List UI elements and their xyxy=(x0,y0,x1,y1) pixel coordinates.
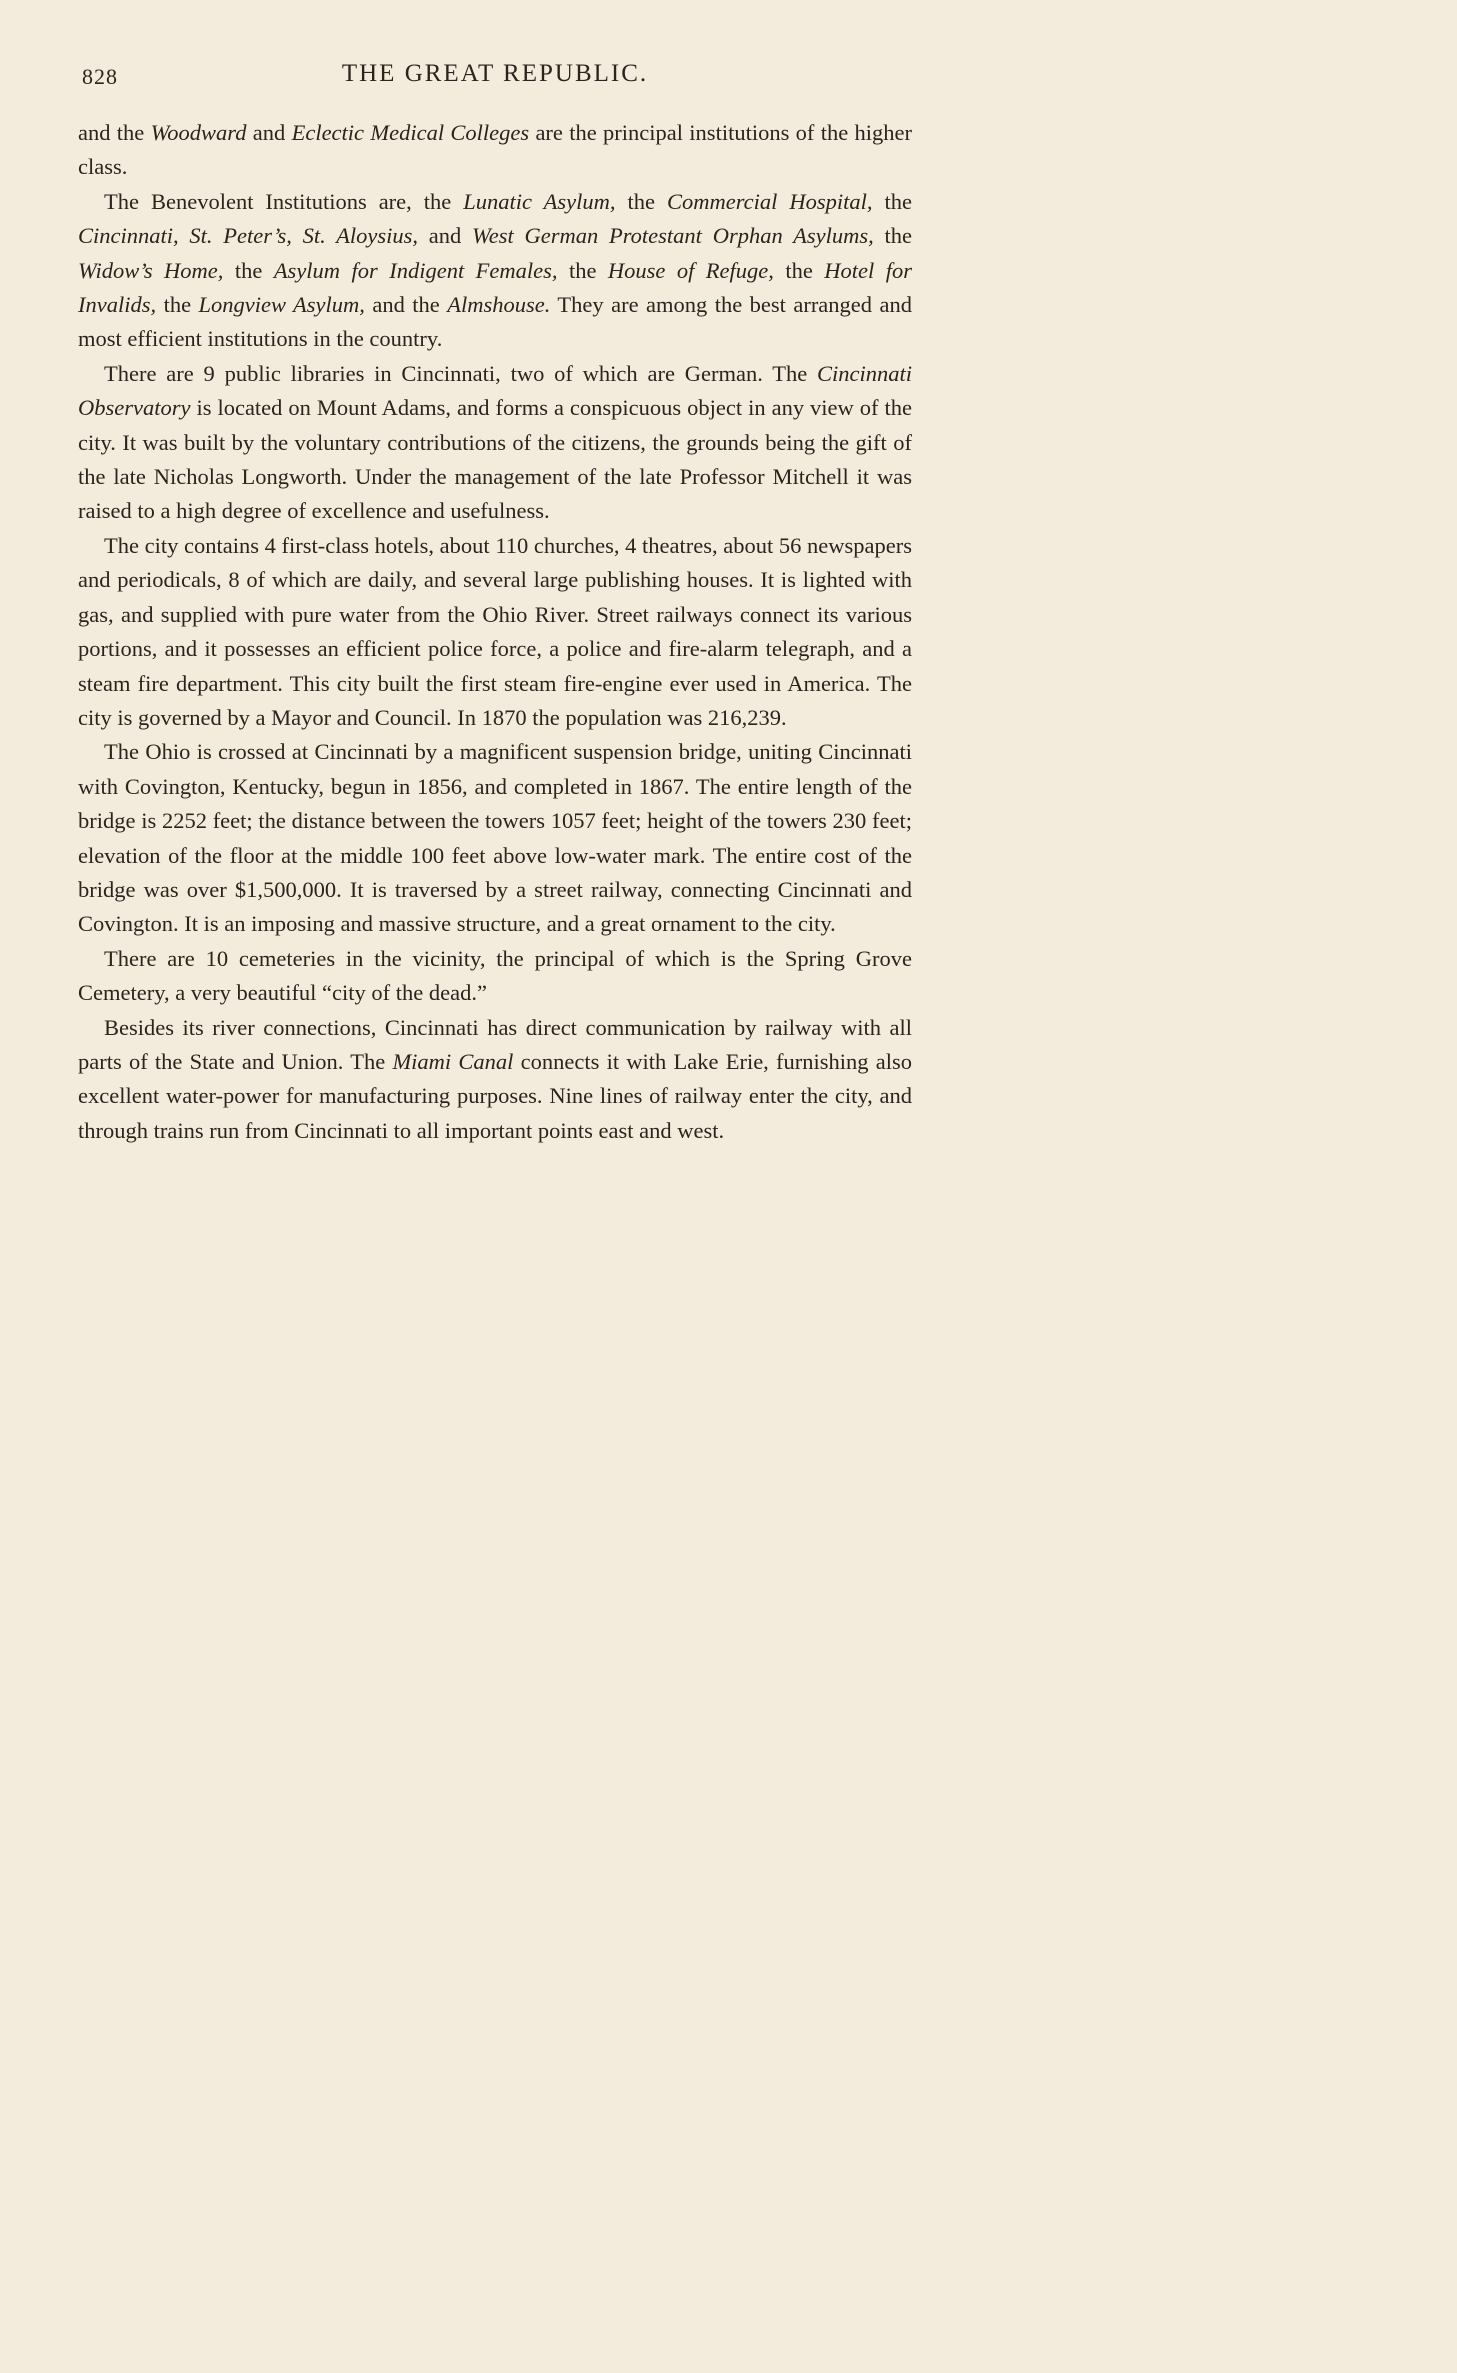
italic-text: Asylum for Indigent Females, xyxy=(273,257,558,283)
text-run: the xyxy=(156,292,199,318)
text-run: the xyxy=(872,188,912,214)
text-run: connects it with Lake Erie, furnishing also excellent water-power for manufacturing purposes. Nine lines of railway enter the city, and through trains run from Cincinnati to all important points east and west. xyxy=(78,1048,912,1143)
text-run: There are 9 public libraries in Cincinnati, two of which are German. The xyxy=(104,360,817,386)
text-run: There are 10 cemeteries in the vicinity, the principal of which is the Spring Grove Cemetery, a very beautiful “city of the dead.” xyxy=(78,945,912,1006)
text-run: the xyxy=(223,257,274,283)
italic-text: Cincinnati, St. Peter’s, St. Aloysius, xyxy=(78,223,418,249)
text-run: the xyxy=(615,188,667,214)
paragraph xyxy=(78,942,912,1011)
text-run: Besides its river connections, Cincinnati has direct communication by railway with all parts of the State and Union. The xyxy=(78,1014,912,1074)
text-run: the xyxy=(873,223,912,249)
body-text xyxy=(78,116,912,1148)
paragraph xyxy=(78,529,912,735)
running-title: THE GREAT REPUBLIC. xyxy=(341,60,649,87)
text-run: The Ohio is crossed at Cincinnati by a magnificent suspension bridge, uniting Cincinnati with Covington, Kentucky, begun in 1856, and completed in 1867. The entire length of the bridge is 2252 feet; the distance between the towers 1057 feet; height of the towers 230 feet; elevation of the floor at the middle 100 feet above low-water mark. The entire cost of the bridge was over $1,500,000. It is traversed by a street railway, connecting Cincinnati and Covington. It is an imposing and massive structure, and a great ornament to the city. xyxy=(78,739,912,937)
text-run: the xyxy=(557,257,608,283)
text-run: They are among the best arranged and most efficient institutions in the country. xyxy=(78,292,912,352)
italic-text: Lunatic Asylum, xyxy=(463,188,616,214)
italic-text: Longview Asylum, xyxy=(198,292,365,318)
paragraph xyxy=(78,1011,912,1149)
text-run: The Benevolent Institutions are, the xyxy=(104,188,464,214)
italic-text: Almshouse. xyxy=(447,292,551,318)
italic-text: Woodward xyxy=(150,120,247,145)
text-run: is located on Mount Adams, and forms a conspicuous object in any view of the city. It was built by the voluntary contributions of the citizens, the grounds being the gift of the late Nicholas Longworth. Under the management of the late Professor Mitchell it was raised to a high degree of excellence and usefulness. xyxy=(78,395,912,524)
text-run: and the xyxy=(78,120,151,145)
italic-text: Cincinnati Observatory xyxy=(78,360,912,421)
italic-text: Commercial Hospital, xyxy=(666,188,873,214)
text-run: and xyxy=(246,120,292,145)
italic-text: Miami Canal xyxy=(392,1048,514,1074)
italic-text: Widow’s Home, xyxy=(78,257,224,283)
text-run: the xyxy=(773,257,825,283)
italic-text: Eclectic Medical Colleges xyxy=(291,120,530,145)
page-header xyxy=(78,58,912,98)
paragraph xyxy=(78,116,912,185)
paragraph xyxy=(78,185,912,357)
page-number: 828 xyxy=(82,64,118,89)
italic-text: House of Refuge, xyxy=(607,257,774,283)
text-run: and xyxy=(418,223,473,249)
italic-text: Hotel for Invalids, xyxy=(78,257,912,318)
italic-text: West German Protestant Orphan Asylums, xyxy=(472,223,874,249)
text-run: are the principal institutions of the higher class. xyxy=(78,120,912,180)
book-page xyxy=(0,0,963,1568)
paragraph xyxy=(78,357,912,529)
paragraph xyxy=(78,735,912,941)
text-run: and the xyxy=(364,292,448,318)
text-run: The city contains 4 first-class hotels, about 110 churches, 4 theatres, about 56 newspapers and periodicals, 8 of which are daily, and several large publishing houses. It is lighted with gas, and supplied with pure water from the Ohio River. Street railways connect its various portions, and it possesses an efficient police force, a police and fire-alarm telegraph, and a steam fire department. This city built the first steam fire-engine ever used in America. The city is governed by a Mayor and Council. In 1870 the population was 216,239. xyxy=(78,532,912,730)
